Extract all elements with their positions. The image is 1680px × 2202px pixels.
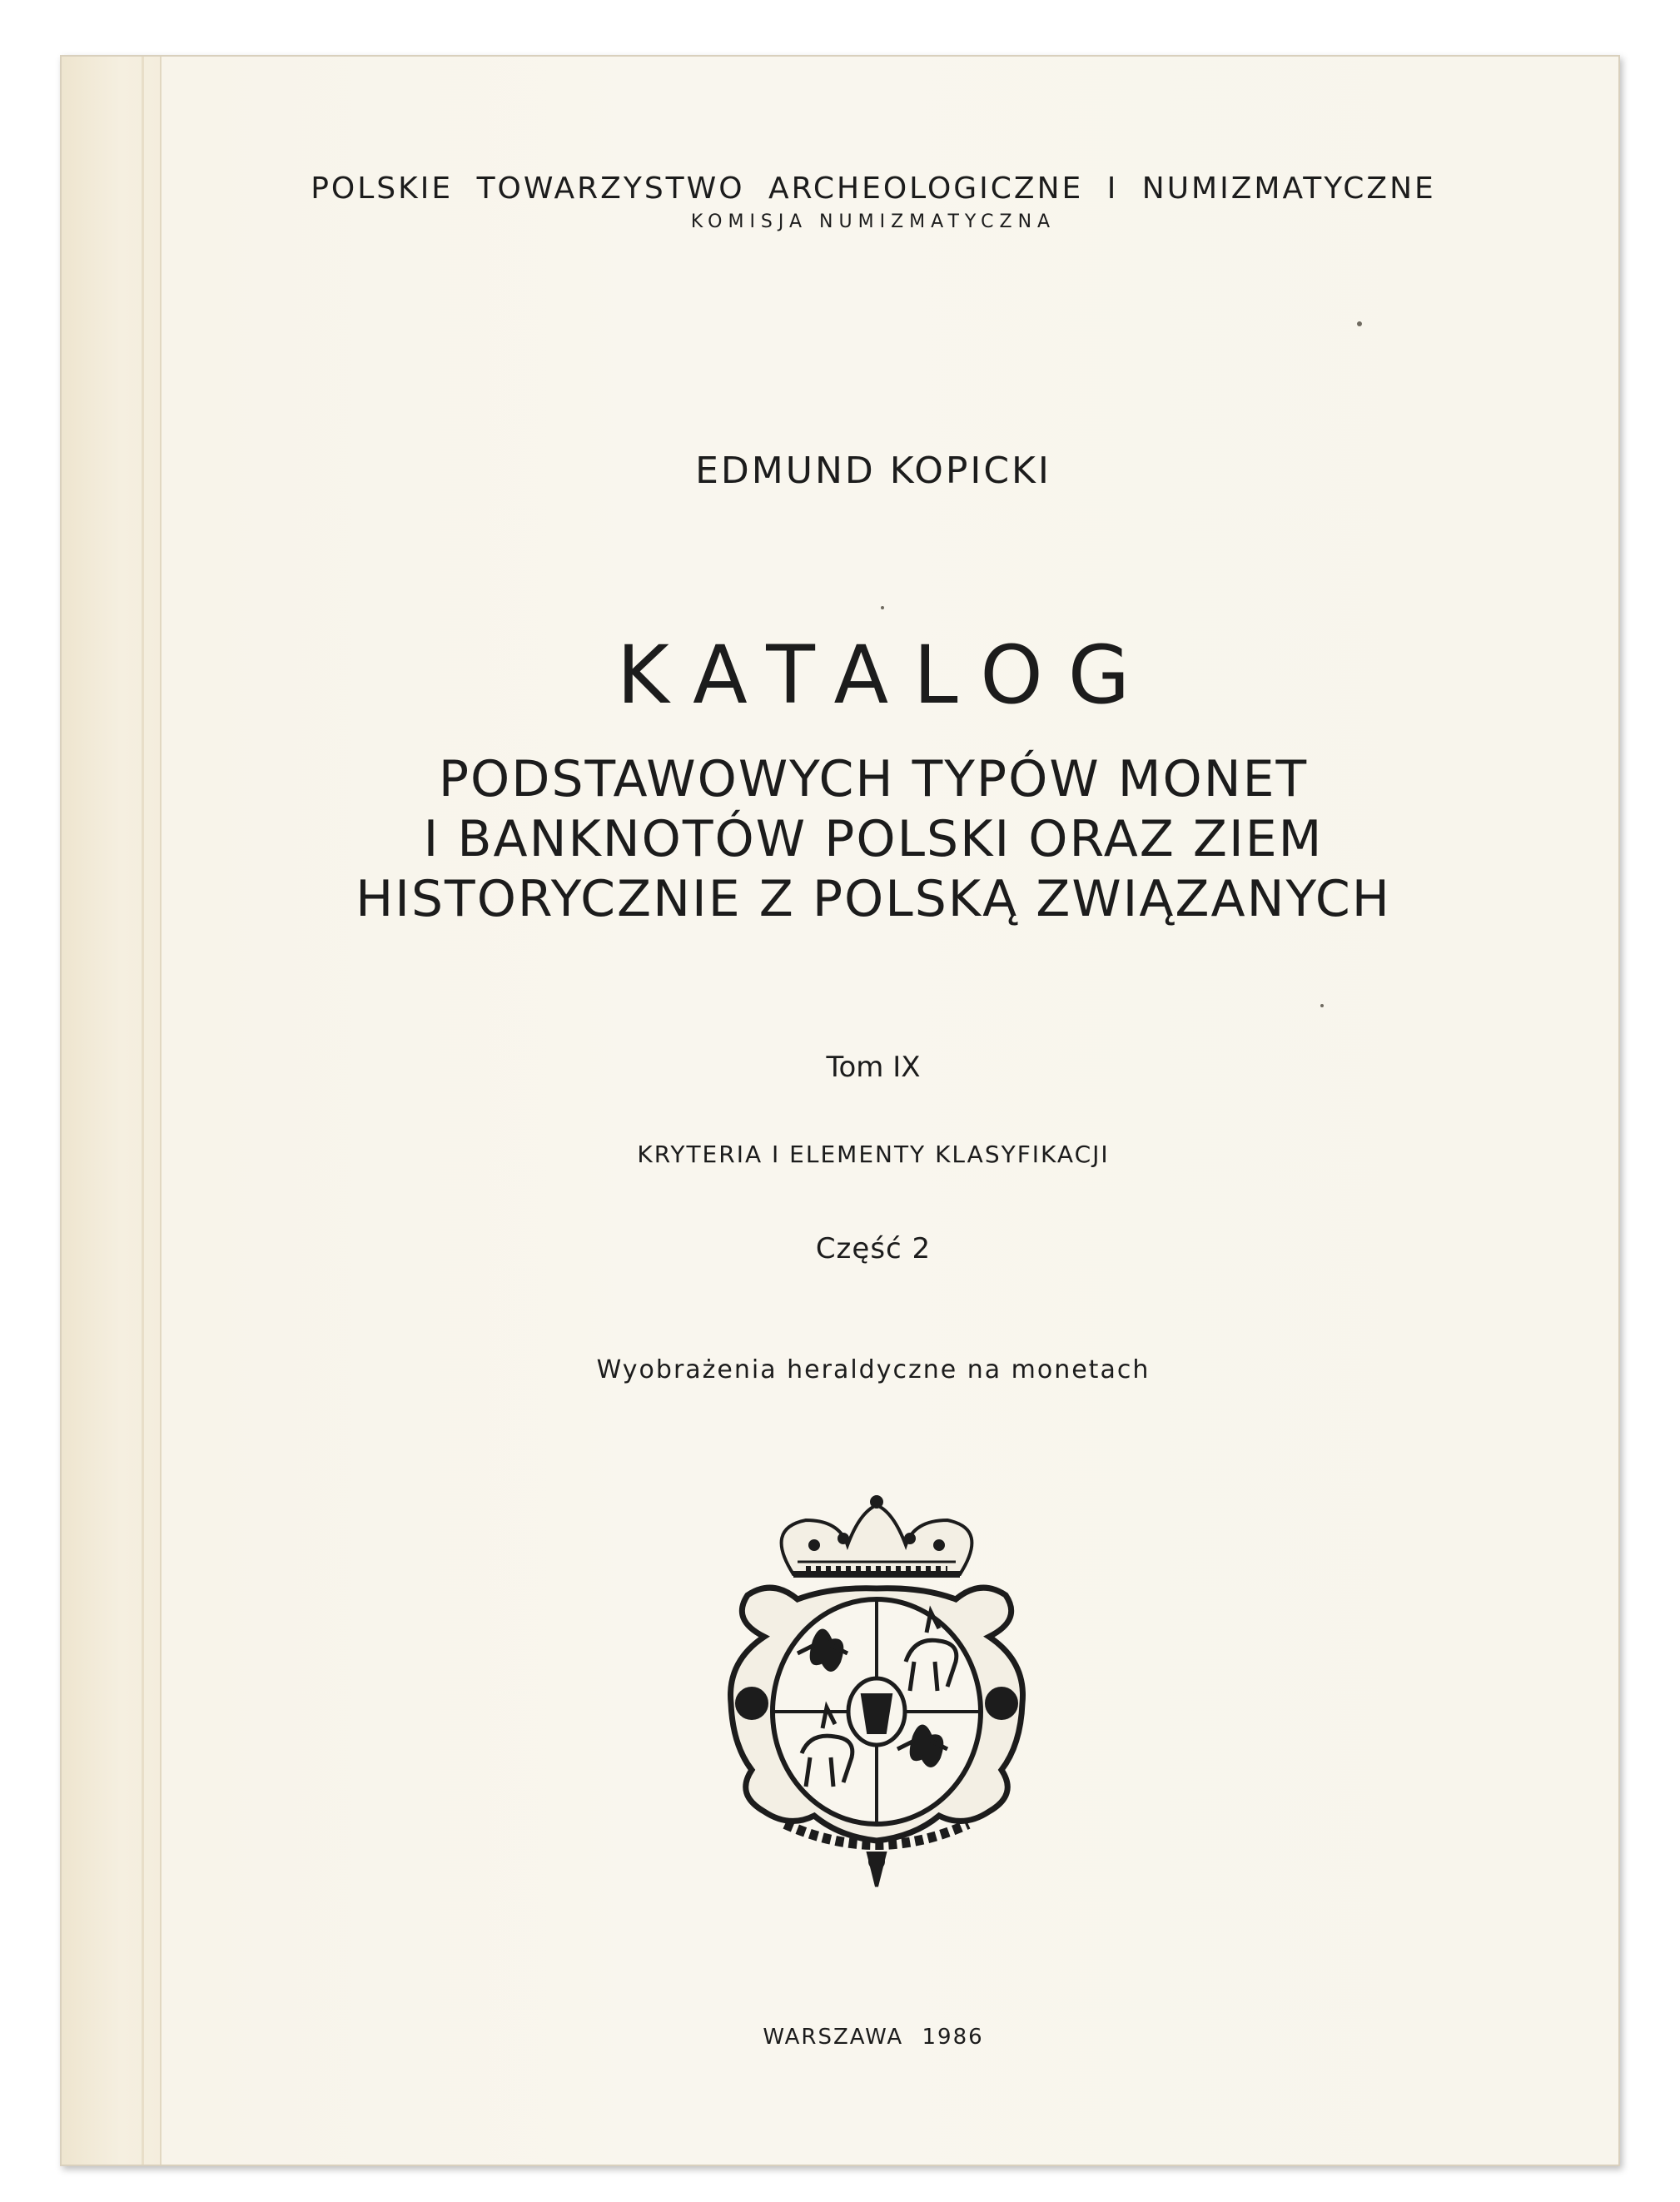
paper-speck	[1357, 321, 1362, 326]
publisher-society: POLSKIE TOWARZYSTWO ARCHEOLOGICZNE I NUMIZMATYCZNE	[311, 171, 1436, 206]
part-number: Część 2	[815, 1232, 932, 1265]
book-subtitle	[33, 749, 1680, 929]
author-name: EDMUND KOPICKI	[695, 450, 1051, 492]
subtitle-line: HISTORYCZNIE Z POLSKĄ ZWIĄZANYCH	[355, 870, 1391, 928]
spine-crease	[142, 57, 144, 2165]
subtitle-line: I BANKNOTÓW POLSKI ORAZ ZIEM	[423, 810, 1324, 868]
crown-icon	[782, 1495, 972, 1574]
part-topic: Wyobrażenia heraldyczne na monetach	[596, 1355, 1151, 1384]
publisher-commission: KOMISJA NUMIZMATYCZNA	[690, 211, 1056, 232]
coat-of-arms-emblem	[714, 1495, 1039, 1895]
subtitle-line: PODSTAWOWYCH TYPÓW MONET	[438, 750, 1309, 808]
volume-topic: KRYTERIA I ELEMENTY KLASYFIKACJI	[637, 1141, 1110, 1168]
spine-edge	[62, 57, 162, 2165]
paper-speck	[881, 606, 884, 609]
imprint-place-year: WARSZAWA 1986	[763, 2025, 984, 2050]
volume-number: Tom IX	[826, 1051, 921, 1084]
book-title: KATALOG	[616, 629, 1156, 722]
paper-speck	[1320, 1004, 1324, 1007]
